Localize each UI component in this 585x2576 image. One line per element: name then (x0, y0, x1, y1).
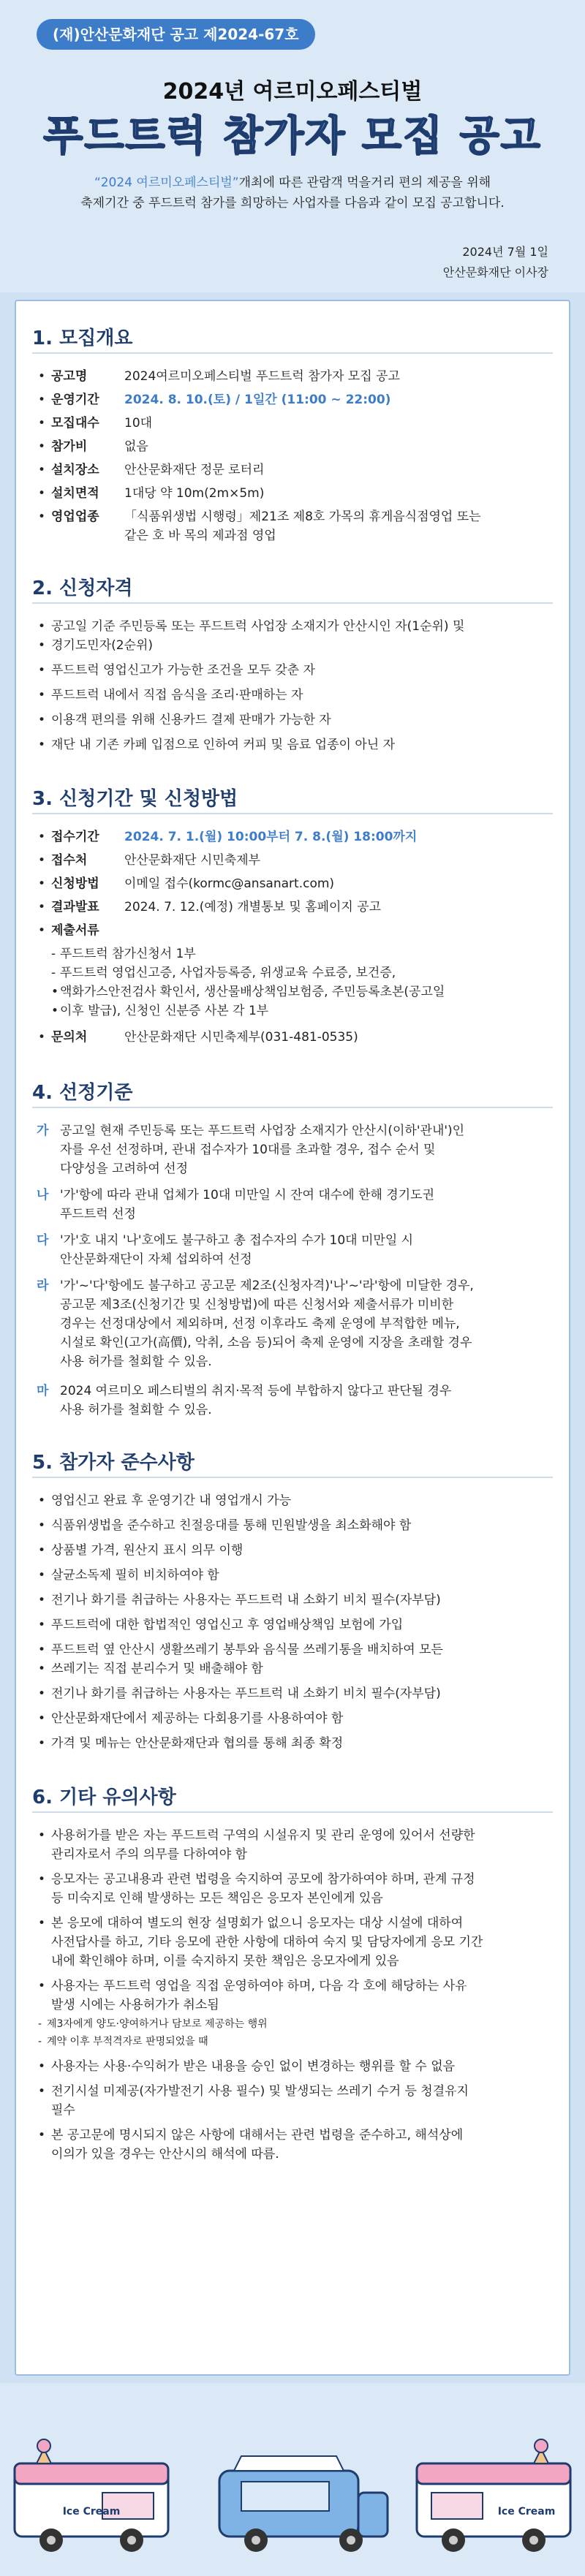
document-item-cont: • 액화가스안전검사 확인서, 생산물배상책임보험증, 주민등록초본(공고일 (51, 982, 548, 1001)
others-item: • 응모자는 공고내용과 관련 법령을 숙지하여 공모에 참가하여야 하며, 관계 규정 등 미숙지로 인해 발생하는 모든 책임은 응모자 본인에게 있음 (38, 1870, 548, 1908)
announce-org: 안산문화재단 이사장 (442, 265, 548, 279)
compliance-item: • 푸드트럭에 대한 합법적인 영업신고 후 영업배상책임 보험에 가입 (38, 1615, 548, 1634)
qualification-item: • 푸드트럭 내에서 직접 음식을 조리·판매하는 자 (38, 686, 548, 705)
compliance-item: • 가격 및 메뉴는 안산문화재단과 협의를 통해 최종 확정 (38, 1734, 548, 1753)
others-subitem: - 계약 이후 부적격자로 판명되었을 때 (38, 2034, 548, 2050)
criteria-item: 라 '가'~'다'항에도 불구하고 공고문 제2조(신청자격)'나'~'라'항에 미달한 경우, 공고문 제3조(신청기간 및 신청방법)에 따른 신청서와 제출서류가 미비한 경우는 선정대상에서 제외하며, 선정 이후라도 축제 운영에 부적합한 메뉴, 시설로 확인(고가(高價), 악취, 소음 등)되어 축제 운영에 지장을 초래할 경우 사용 허가를 철회할 수 있음. (37, 1278, 474, 1369)
compliance-item: • 살균소독제 필히 비치하여야 함 (38, 1566, 548, 1585)
content-card: 1. 모집개요 • 공고명 2024여르미오페스티벌 푸드트럭 참가자 모집 공고 • 운영기간 2024. 8. 10.(토) / 1일간 (11:00 ~ 22:00) • 모집대수 10대 • 참가비 없음 • 설치장소 안산문화재단 정문 로터리 • 설치면적 1대당 약 10m(2m×5m) • 영업업종 「식품위생법 시행령」제21조 제8호 가목의 휴게음식점영업 또는 같은 호 바 목의 제과점 영업 2. 신청자격 • 공고일 기준 주민등록 또는 푸드트럭 사업장 소재지가 안산시인 자(1순위) 및 • 경기도민자(2순위) • 푸드트럭 영업신고가 가능한 조건을 모두 갖춘 자 • 푸드트럭 내에서 직접 음식을 조리·판매하는 자 • 이용객 편의를 위해 신용카드 결제 판매가 가능한 자 • 재단 내 기존 카페 입점으로 인하여 커피 및 음료 업종이 아닌 자 3. 신청기간 및 신청방법 • 접수기간 2024. 7. 1.(월) 10:00부터 7. 8.(월) 18:00까지 • 접수처 안산문화재단 시민축제부 • 신청방법 이메일 접수(kormc@ansanart.com) • 결과발표 2024. 7. 12.(예정) 개별통보 및 홈페이지 공고 • 제출서류 - 푸드트럭 참가신청서 1부 - 푸드트럭 영업신고증, 사업자등록증, 위생교육 수료증, 보건증, • 액화가스안전검사 확인서, 생산물배상책임보험증, 주민등록초본(공고일 • 이후 발급), 신청인 신분증 사본 각 1부 • 문의처 안산문화재단 시민축제부(031-481-0535) 4. 선정기준 가 공고일 현재 주민등록 또는 푸드트럭 사업장 소재지가 안산시(이하'관내')인 자를 우선 선정하며, 관내 접수자가 10대를 초과할 경우, 접수 순서 및 다양성을 고려하여 선정 나 '가'항에 따라 관내 업체가 10대 미만일 시 잔여 대수에 한해 경기도권 푸드트럭 선정 다 '가'호 내지 '나'호에도 불구하고 총 접수자의 수가 10대 미만일 시 안산문화재단이 자체 섭외하여 선정 라 '가'~'다'항에도 불구하고 공고문 제2조(신청자격)'나'~'라'항에 미달한 경우, 공고문 제3조(신청기간 및 신청방법)에 따른 신청서와 제출서류가 미비한 경우는 선정대상에서 제외하며, 선정 이후라도 축제 운영에 부적합한 메뉴, 시설로 확인(고가(高價), 악취, 소음 등)되어 축제 운영에 지장을 초래할 경우 사용 허가를 철회할 수 있음. 마 2024 여르미오 페스티벌의 취지·목적 등에 부합하지 않다고 판단될 경우 사용 허가를 철회할 수 있음. 5. 참가자 준수사항 • 영업신고 완료 후 운영기간 내 영업개시 가능 • 식품위생법을 준수하고 친절응대를 통해 민원발생을 최소화해야 함 • 상품별 가격, 원산지 표시 의무 이행 • 살균소독제 필히 비치하여야 함 • 전기나 화기를 취급하는 사용자는 푸드트럭 내 소화기 비치 필수(자부담) • 푸드트럭에 대한 합법적인 영업신고 후 영업배상책임 보험에 가입 • 푸드트럭 옆 안산시 생활쓰레기 봉투와 음식물 쓰레기통을 배치하여 모든 • 쓰레기는 직접 분리수거 및 배출해야 함 • 전기나 화기를 취급하는 사용자는 푸드트럭 내 소화기 비치 필수(자부담) • 안산문화재단에서 제공하는 다회용기를 사용하여야 함 • 가격 및 메뉴는 안산문화재단과 협의를 통해 최종 확정 6. 기타 유의사항 • 사용허가를 받은 자는 푸드트럭 구역의 시설유지 및 관리 운영에 있어서 선량한 관리자로서 주의 의무를 다하여야 함 • 응모자는 공고내용과 관련 법령을 숙지하여 공모에 참가하여야 하며, 관계 규정 등 미숙지로 인해 발생하는 모든 책임은 응모자 본인에게 있음 • 본 응모에 대하여 별도의 현장 설명회가 없으니 응모자는 대상 시설에 대하여 사전답사를 하고, 기타 응모에 관한 사항에 대하여 숙지 및 담당자에게 응모 기간 내에 확인해야 하며, 이를 숙지하지 못한 책임은 응모자에게 있음 • 사용자는 푸드트럭 영업을 직접 운영하여야 하며, 다음 각 호에 해당하는 사유 발생 시에는 사용허가가 취소됨 - 제3자에게 양도·양여하거나 담보로 제공하는 행위 - 계약 이후 부적격자로 판명되었을 때 • 사용자는 사용·수익허가 받은 내용을 승인 없이 변경하는 행위를 할 수 없음 • 전기시설 미제공(자가발전기 사용 필수) 및 발생되는 쓰레기 수거 등 청결유지 필수 • 본 공고문에 명시되지 않은 사항에 대해서는 관련 법령을 준수하고, 해석상에 이의가 있을 경우는 안산시의 해석에 따름. (15, 300, 570, 2376)
section-title-application: 3. 신청기간 및 신청방법 (32, 788, 238, 810)
intro-quote: “2024 여르미오페스티벌” (94, 175, 239, 190)
section-title-compliance: 5. 참가자 준수사항 (32, 1452, 195, 1474)
intro-line1: 개최에 따른 관람객 먹을거리 편의 제공을 위해 (238, 175, 491, 190)
criteria-item: 가 공고일 현재 주민등록 또는 푸드트럭 사업장 소재지가 안산시(이하'관내')인 자를 우선 선정하며, 관내 접수자가 10대를 초과할 경우, 접수 순서 및 다양성을 고려하여 선정 (37, 1124, 465, 1176)
section-title-others: 6. 기타 유의사항 (32, 1787, 176, 1808)
others-item: • 사용자는 사용·수익허가 받은 내용을 승인 없이 변경하는 행위를 할 수 없음 (38, 2057, 548, 2076)
center-van-icon (219, 2456, 388, 2552)
compliance-item: • 전기나 화기를 취급하는 사용자는 푸드트럭 내 소화기 비치 필수(자부담) (38, 1684, 548, 1703)
qualification-item-cont: • 경기도민자(2순위) (38, 636, 548, 655)
section-divider (32, 352, 553, 354)
others-item: • 전기시설 미제공(자가발전기 사용 필수) 및 발생되는 쓰레기 수거 등 청결유지 필수 (38, 2082, 548, 2120)
criteria-item: 다 '가'호 내지 '나'호에도 불구하고 총 접수자의 수가 10대 미만일 시 안산문화재단이 자체 섭외하여 선정 (37, 1233, 414, 1267)
section-divider (32, 1107, 553, 1108)
section-divider (32, 813, 553, 814)
page-title: 푸드트럭 참가자 모집 공고 (43, 113, 542, 160)
intro-line2: 축제기간 중 푸드트럭 참가를 희망하는 사업자를 다음과 같이 모집 공고합니다. (80, 196, 505, 211)
right-truck-icon (417, 2439, 570, 2552)
compliance-item: • 전기나 화기를 취급하는 사용자는 푸드트럭 내 소화기 비치 필수(자부담) (38, 1591, 548, 1610)
truck-scene-icon (0, 2434, 585, 2566)
overview-row: • 영업업종 「식품위생법 시행령」제21조 제8호 가목의 휴게음식점영업 또는 같은 호 바 목의 제과점 영업 (38, 509, 481, 543)
section-title-overview: 1. 모집개요 (32, 327, 133, 349)
announce-date: 2024년 7월 1일 (462, 245, 548, 259)
section-divider (32, 1811, 553, 1813)
notice-number-badge: (재)안산문화재단 공고 제2024-67호 (37, 19, 315, 50)
compliance-item: • 푸드트럭 옆 안산시 생활쓰레기 봉투와 음식물 쓰레기통을 배치하여 모든 (38, 1640, 548, 1659)
qualification-item: • 공고일 기준 주민등록 또는 푸드트럭 사업장 소재지가 안산시인 자(1순위) 및 (38, 617, 548, 636)
left-truck-icon (15, 2439, 168, 2552)
criteria-item: 마 2024 여르미오 페스티벌의 취지·목적 등에 부합하지 않다고 판단될 경우 사용 허가를 철회할 수 있음. (37, 1384, 452, 1417)
others-item: • 본 응모에 대하여 별도의 현장 설명회가 없으니 응모자는 대상 시설에 대하여 사전답사를 하고, 기타 응모에 관한 사항에 대하여 숙지 및 담당자에게 응모 기간 내에 확인해야 하며, 이를 숙지하지 못한 책임은 응모자에게 있음 (38, 1914, 548, 1971)
section-title-qualification: 2. 신청자격 (32, 577, 133, 599)
qualification-item: • 재단 내 기존 카페 입점으로 인하여 커피 및 음료 업종이 아닌 자 (38, 735, 548, 754)
right-truck-sign: Ice Cream (497, 2506, 556, 2518)
document-item: - 푸드트럭 참가신청서 1부 (51, 944, 548, 963)
section-divider (32, 602, 553, 604)
others-item: • 사용자는 푸드트럭 영업을 직접 운영하여야 하며, 다음 각 호에 해당하는 사유 발생 시에는 사용허가가 취소됨 (38, 1977, 548, 2015)
compliance-item: • 영업신고 완료 후 운영기간 내 영업개시 가능 (38, 1491, 548, 1510)
festival-title: 2024년 여르미오페스티벌 (162, 79, 423, 105)
criteria-item: 나 '가'항에 따라 관내 업체가 10대 미만일 시 잔여 대수에 한해 경기도권 푸드트럭 선정 (37, 1188, 434, 1221)
compliance-item: • 상품별 가격, 원산지 표시 의무 이행 (38, 1541, 548, 1560)
qualification-item: • 이용객 편의를 위해 신용카드 결제 판매가 가능한 자 (38, 711, 548, 730)
section-divider (32, 1477, 553, 1478)
compliance-item-cont: • 쓰레기는 직접 분리수거 및 배출해야 함 (38, 1659, 548, 1678)
qualification-item: • 푸드트럭 영업신고가 가능한 조건을 모두 갖춘 자 (38, 661, 548, 680)
compliance-item: • 안산문화재단에서 제공하는 다회용기를 사용하여야 함 (38, 1709, 548, 1728)
others-item: • 본 공고문에 명시되지 않은 사항에 대해서는 관련 법령을 준수하고, 해석상에 이의가 있을 경우는 안산시의 해석에 따름. (38, 2126, 548, 2164)
food-truck-illustration (0, 2434, 585, 2566)
others-item: • 사용허가를 받은 자는 푸드트럭 구역의 시설유지 및 관리 운영에 있어서 선량한 관리자로서 주의 의무를 다하여야 함 (38, 1826, 548, 1864)
others-subitem: - 제3자에게 양도·양여하거나 담보로 제공하는 행위 (38, 2016, 548, 2032)
intro-text (44, 173, 541, 213)
left-truck-sign: Ice Cream (62, 2506, 121, 2518)
compliance-item: • 식품위생법을 준수하고 친절응대를 통해 민원발생을 최소화해야 함 (38, 1516, 548, 1535)
section-title-criteria: 4. 선정기준 (32, 1082, 133, 1104)
document-item: - 푸드트럭 영업신고증, 사업자등록증, 위생교육 수료증, 보건증, (51, 963, 548, 982)
document-item-cont: • 이후 발급), 신청인 신분증 사본 각 1부 (51, 1001, 548, 1020)
